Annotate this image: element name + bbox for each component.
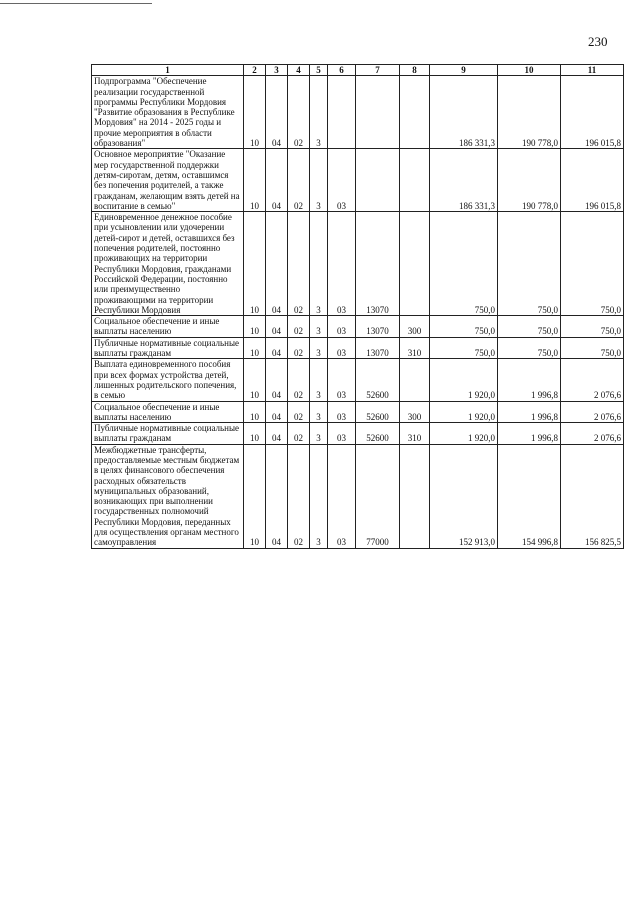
table-row [92, 359, 624, 401]
code-cell: 13070 [356, 212, 400, 316]
amount-cell: 156 825,5 [561, 444, 624, 548]
header-cell: 5 [310, 65, 328, 76]
code-cell: 04 [266, 444, 288, 548]
code-cell: 03 [328, 359, 356, 401]
code-cell: 52600 [356, 359, 400, 401]
code-cell: 13070 [356, 316, 400, 338]
header-cell: 4 [288, 65, 310, 76]
amount-cell: 750,0 [498, 316, 561, 338]
code-cell [400, 359, 430, 401]
code-cell: 03 [328, 149, 356, 212]
amount-cell: 750,0 [561, 316, 624, 338]
amount-cell: 152 913,0 [430, 444, 498, 548]
table-row [92, 337, 624, 359]
code-cell: 02 [288, 401, 310, 423]
code-cell: 03 [328, 423, 356, 445]
code-cell: 10 [244, 149, 266, 212]
code-cell: 3 [310, 423, 328, 445]
header-cell: 3 [266, 65, 288, 76]
table-row [92, 149, 624, 212]
code-cell: 02 [288, 337, 310, 359]
code-cell: 3 [310, 401, 328, 423]
code-cell: 10 [244, 337, 266, 359]
page-number: 230 [588, 34, 608, 49]
code-cell [356, 76, 400, 149]
code-cell [400, 76, 430, 149]
code-cell: 02 [288, 359, 310, 401]
code-cell: 02 [288, 316, 310, 338]
code-cell [356, 149, 400, 212]
header-cell: 10 [498, 65, 561, 76]
header-cell: 11 [561, 65, 624, 76]
row-name-cell: Публичные нормативные социальные выплаты гражданам [92, 337, 244, 359]
code-cell: 10 [244, 316, 266, 338]
row-name-cell: Социальное обеспечение и иные выплаты населению [92, 316, 244, 338]
amount-cell: 750,0 [430, 337, 498, 359]
row-name-cell: Публичные нормативные социальные выплаты гражданам [92, 423, 244, 445]
code-cell: 04 [266, 316, 288, 338]
amount-cell: 750,0 [430, 212, 498, 316]
code-cell: 04 [266, 401, 288, 423]
code-cell: 03 [328, 444, 356, 548]
code-cell: 13070 [356, 337, 400, 359]
code-cell: 300 [400, 401, 430, 423]
row-name-cell: Выплата единовременного пособия при всех формах устройства детей, лишенных родительского попечения, в семью [92, 359, 244, 401]
code-cell: 02 [288, 212, 310, 316]
amount-cell: 2 076,6 [561, 401, 624, 423]
code-cell: 02 [288, 444, 310, 548]
code-cell: 3 [310, 149, 328, 212]
table-row [92, 444, 624, 548]
amount-cell: 1 996,8 [498, 401, 561, 423]
budget-table [91, 64, 624, 549]
code-cell: 04 [266, 423, 288, 445]
code-cell: 310 [400, 423, 430, 445]
code-cell: 02 [288, 149, 310, 212]
code-cell: 04 [266, 359, 288, 401]
amount-cell: 2 076,6 [561, 423, 624, 445]
table-row [92, 316, 624, 338]
code-cell: 3 [310, 316, 328, 338]
amount-cell: 1 996,8 [498, 423, 561, 445]
code-cell: 10 [244, 76, 266, 149]
table-row [92, 212, 624, 316]
code-cell: 03 [328, 316, 356, 338]
row-name-cell: Единовременное денежное пособие при усыновлении или удочерении детей-сирот и детей, оставшихся без попечения родителей, постоянно проживающих на территории Республики Мордовия, гражданами Российской Федерации, постоянно или преимущественно проживающими на территории Республики Мордовия [92, 212, 244, 316]
header-cell: 7 [356, 65, 400, 76]
row-name-cell: Основное мероприятие "Оказание мер государственной поддержки детям-сиротам, детям, оставшимся без попечения родителей, а также гражданам, желающим взять детей на воспитание в семью" [92, 149, 244, 212]
code-cell: 10 [244, 444, 266, 548]
header-cell: 1 [92, 65, 244, 76]
code-cell: 10 [244, 359, 266, 401]
amount-cell: 186 331,3 [430, 76, 498, 149]
code-cell: 10 [244, 212, 266, 316]
code-cell: 3 [310, 337, 328, 359]
amount-cell: 750,0 [561, 212, 624, 316]
code-cell [400, 444, 430, 548]
amount-cell: 2 076,6 [561, 359, 624, 401]
header-cell: 6 [328, 65, 356, 76]
code-cell: 3 [310, 444, 328, 548]
code-cell: 52600 [356, 401, 400, 423]
amount-cell: 190 778,0 [498, 149, 561, 212]
amount-cell: 196 015,8 [561, 76, 624, 149]
code-cell: 02 [288, 76, 310, 149]
code-cell: 04 [266, 76, 288, 149]
table-row [92, 76, 624, 149]
code-cell: 02 [288, 423, 310, 445]
code-cell: 3 [310, 212, 328, 316]
header-cell: 8 [400, 65, 430, 76]
header-cell: 2 [244, 65, 266, 76]
table-row [92, 401, 624, 423]
code-cell [400, 212, 430, 316]
code-cell: 3 [310, 76, 328, 149]
amount-cell: 154 996,8 [498, 444, 561, 548]
code-cell: 10 [244, 423, 266, 445]
header-row [92, 65, 624, 76]
amount-cell: 186 331,3 [430, 149, 498, 212]
table-row [92, 423, 624, 445]
code-cell [328, 76, 356, 149]
amount-cell: 750,0 [430, 316, 498, 338]
code-cell: 03 [328, 212, 356, 316]
code-cell: 04 [266, 212, 288, 316]
top-edge-line [0, 3, 152, 4]
amount-cell: 750,0 [561, 337, 624, 359]
code-cell: 04 [266, 149, 288, 212]
amount-cell: 750,0 [498, 212, 561, 316]
amount-cell: 1 920,0 [430, 359, 498, 401]
row-name-cell: Подпрограмма "Обеспечение реализации государственной программы Республики Мордовия "Развитие образования в Республике Мордовия" на 2014 - 2025 годы и прочие мероприятия в области образования" [92, 76, 244, 149]
amount-cell: 1 996,8 [498, 359, 561, 401]
code-cell: 04 [266, 337, 288, 359]
amount-cell: 1 920,0 [430, 423, 498, 445]
code-cell: 77000 [356, 444, 400, 548]
amount-cell: 750,0 [498, 337, 561, 359]
row-name-cell: Межбюджетные трансферты, предоставляемые местным бюджетам в целях финансового обеспечения расходных обязательств муниципальных образований, возникающих при выполнении государственных полномочий Республики Мордовия, переданных для осуществления органам местного самоуправления [92, 444, 244, 548]
amount-cell: 1 920,0 [430, 401, 498, 423]
amount-cell: 190 778,0 [498, 76, 561, 149]
code-cell: 10 [244, 401, 266, 423]
header-cell: 9 [430, 65, 498, 76]
code-cell: 03 [328, 401, 356, 423]
amount-cell: 196 015,8 [561, 149, 624, 212]
code-cell: 310 [400, 337, 430, 359]
code-cell: 52600 [356, 423, 400, 445]
code-cell: 3 [310, 359, 328, 401]
code-cell: 03 [328, 337, 356, 359]
code-cell [400, 149, 430, 212]
code-cell: 300 [400, 316, 430, 338]
row-name-cell: Социальное обеспечение и иные выплаты населению [92, 401, 244, 423]
